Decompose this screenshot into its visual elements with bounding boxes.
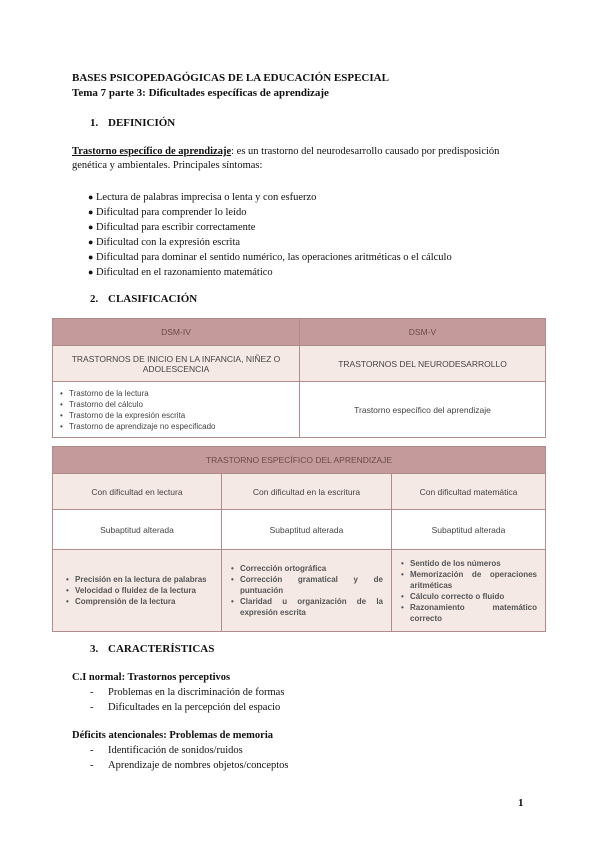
bullet-icon: ● [88,207,94,217]
list-item: • Trastorno del cálculo [59,399,215,410]
section-title: DEFINICIÓN [108,117,176,129]
subtypes-table-title: TRASTORNO ESPECÍFICO DEL APRENDIZAJE [53,447,545,473]
section-number: 3. [90,643,99,655]
list-item: • Corrección ortográfica [230,563,383,574]
writing-subtype: Subaptitud alterada [221,509,391,549]
list-item: • Trastorno de la expresión escrita [59,410,215,421]
list-item: • Trastorno de aprendizaje no especificado [59,421,215,432]
section-number: 2. [90,293,99,305]
list-item: • Sentido de los números [400,558,537,569]
list-item: • Comprensión de la lectura [65,596,215,607]
reading-items-list [65,574,215,607]
list-item: - Aprendizaje de nombres objetos/conceptos [72,759,288,774]
bullet-icon: ● [88,192,94,202]
characteristics-group-2-list [72,744,288,773]
bullet-icon: ● [88,267,94,277]
subtypes-table [52,446,546,632]
math-header: Con dificultad matemática [391,473,545,509]
document-title: BASES PSICOPEDAGÓGICAS DE LA EDUCACIÓN ESPECIAL [72,72,389,84]
reading-header: Con dificultad en lectura [53,473,221,509]
dsm-iv-items-cell [53,381,299,437]
list-item: ● Dificultad para escribir correctamente [88,222,256,233]
dsm-v-item: Trastorno específico del aprendizaje [299,381,545,437]
list-item: ● Dificultad con la expresión escrita [88,237,241,248]
page-number: 1 [518,797,524,809]
dsm-v-category: TRASTORNOS DEL NEURODESARROLLO [299,345,545,381]
dash-icon: - [90,745,94,756]
reading-subtype: Subaptitud alterada [53,509,221,549]
writing-items-list [230,563,383,618]
symptom-list [72,190,452,280]
list-item: - Dificultades en la percepción del espacio [72,701,284,716]
list-item: ● Dificultad para dominar el sentido numérico, las operaciones aritméticas o el cálculo [88,252,452,263]
characteristics-group-2-title: Déficits atencionales: Problemas de memoria [72,730,274,741]
bullet-icon: ● [88,237,94,247]
section-number: 1. [90,117,99,129]
dsm-comparison-table [52,318,546,438]
dash-icon: - [90,687,94,698]
characteristics-group-1-list [72,686,284,715]
list-item: - Identificación de sonidos/ruidos [72,744,288,759]
section-heading-caracteristicas [90,643,214,655]
list-item: - Problemas en la discriminación de formas [72,686,284,701]
definition-paragraph [72,145,532,173]
math-subtype: Subaptitud alterada [391,509,545,549]
math-items-cell [391,549,545,631]
list-item: ● Dificultad para comprender lo leído [88,207,247,218]
list-item: • Memorización de operaciones aritméticas [400,569,537,591]
math-items-list [400,558,537,624]
list-item: • Precisión en la lectura de palabras [65,574,215,585]
list-item: • Razonamiento matemático correcto [400,602,537,624]
section-heading-clasificacion [90,293,197,305]
list-item: ● Lectura de palabras imprecisa o lenta y con esfuerzo [88,192,317,203]
dsm-iv-list [59,388,215,432]
definition-text-1: : es un trastorno del neurodesarrollo causado por predisposición [231,146,500,157]
list-item: • Trastorno de la lectura [59,388,215,399]
characteristics-group-1-title: C.I normal: Trastornos perceptivos [72,672,231,683]
definition-term: Trastorno específico de aprendizaje [72,146,232,157]
list-item: • Velocidad o fluidez de la lectura [65,585,215,596]
bullet-icon: ● [88,222,94,232]
section-title: CARACTERÍSTICAS [108,643,215,655]
list-item: • Corrección gramatical y de puntuación [230,574,383,596]
list-item: • Cálculo correcto o fluido [400,591,537,602]
writing-header: Con dificultad en la escritura [221,473,391,509]
section-heading-definicion [90,117,175,129]
section-title: CLASIFICACIÓN [108,293,198,305]
dsm-iv-category: TRASTORNOS DE INICIO EN LA INFANCIA, NIÑEZ O ADOLESCENCIA [53,345,299,381]
dash-icon: - [90,701,94,713]
writing-items-cell [221,549,391,631]
bullet-icon: ● [88,252,94,262]
reading-items-cell [53,549,221,631]
dsm-v-header: DSM-V [299,319,545,345]
dash-icon: - [90,759,94,771]
list-item: ● Dificultad en el razonamiento matemático [88,267,273,278]
list-item: • Claridad u organización de la expresión escrita [230,596,383,618]
definition-text-2: genética y ambientales. Principales síntomas: [72,160,263,171]
dsm-iv-header: DSM-IV [53,319,299,345]
document-subtitle: Tema 7 parte 3: Dificultades específicas de aprendizaje [72,87,329,99]
